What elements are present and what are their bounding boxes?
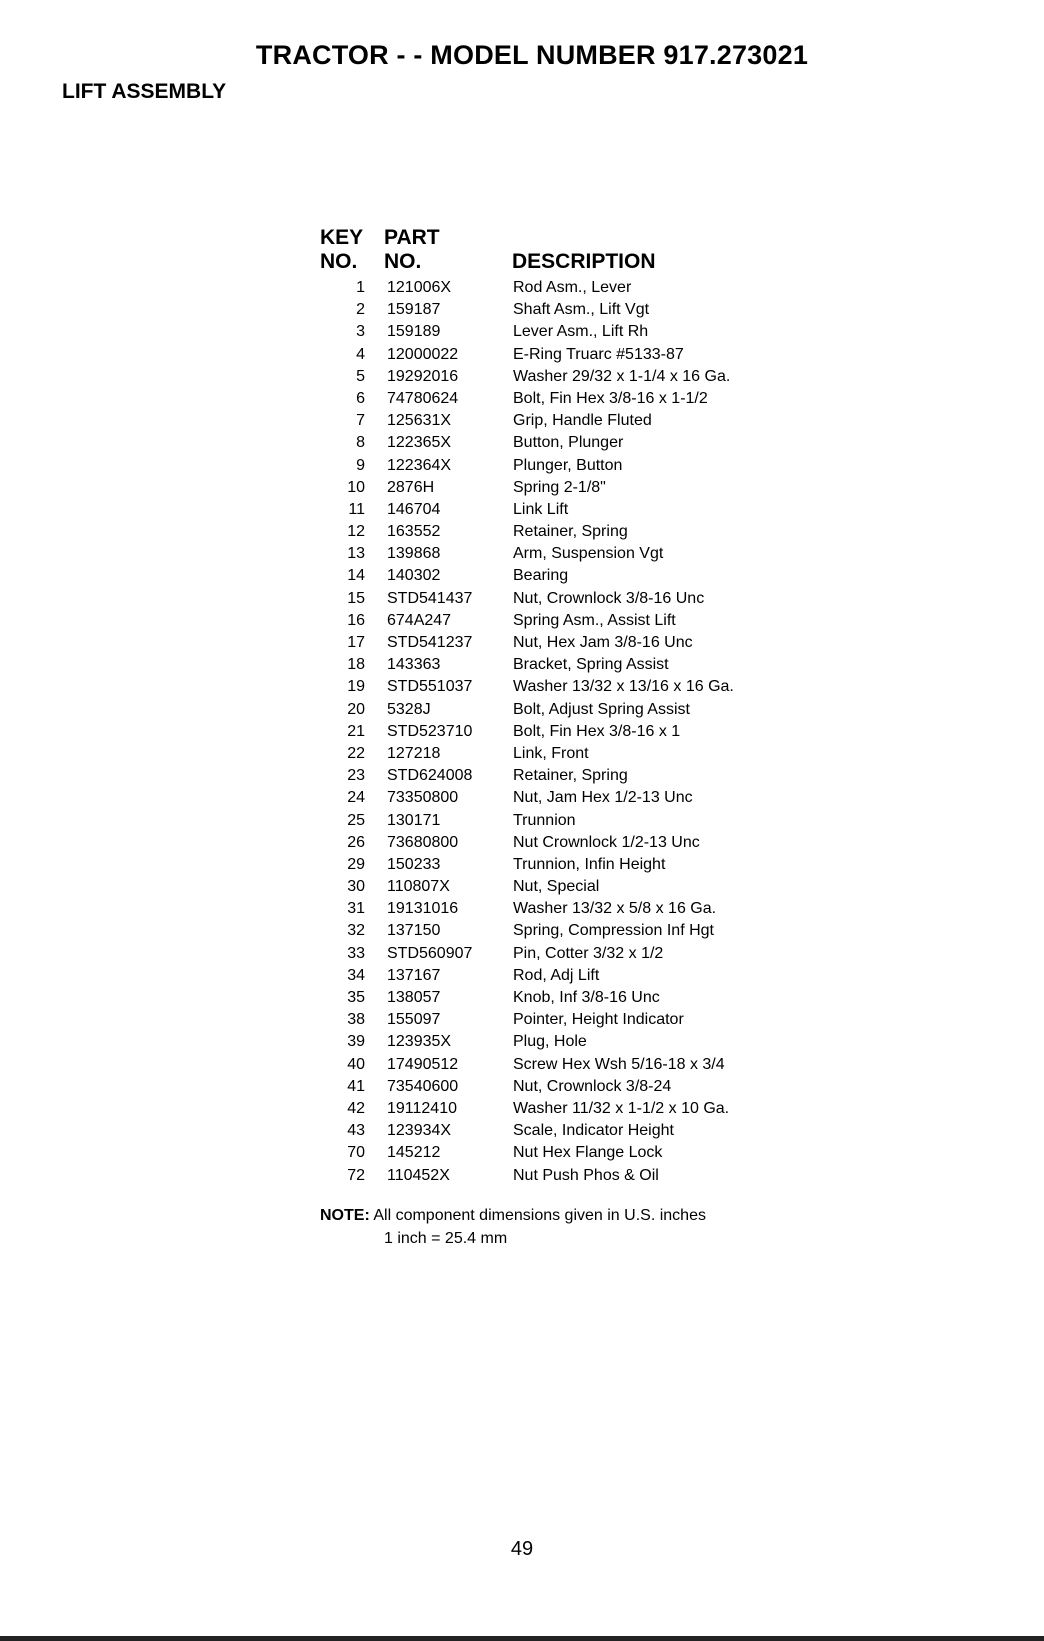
part-description: Spring, Compression Inf Hgt [513,922,714,940]
part-description: Link, Front [513,744,589,762]
note-text: All component dimensions given in U.S. inches [373,1207,706,1224]
part-number: 159187 [387,301,441,319]
key-number: 8 [356,434,365,452]
column-header-description: DESCRIPTION [512,250,656,273]
key-number: 9 [356,456,365,474]
key-number: 14 [347,567,365,585]
key-number: 1 [356,279,365,296]
part-number: 139868 [387,545,441,563]
key-number: 4 [356,345,365,363]
part-description: Arm, Suspension Vgt [513,545,664,563]
part-description: Bearing [513,567,569,585]
key-number: 40 [347,1055,365,1073]
part-description: Washer 13/32 x 5/8 x 16 Ga. [513,900,717,918]
key-number: 5 [356,367,365,385]
part-number: STD551037 [387,678,473,696]
part-number: 150233 [387,855,441,873]
part-description: Spring 2-1/8" [513,478,606,496]
key-number: 10 [347,478,365,496]
key-number: 38 [347,1011,365,1029]
part-number: 130171 [387,811,441,829]
column-header-key-line1: KEY [320,226,364,249]
key-number: 16 [347,611,365,629]
part-description: Washer 13/32 x 13/16 x 16 Ga. [513,678,734,696]
part-number: 122365X [387,434,452,452]
note [320,1207,706,1225]
part-description: Nut, Special [513,878,600,896]
part-number: 12000022 [387,345,459,363]
part-number: STD560907 [387,944,473,962]
key-number: 29 [347,855,365,873]
key-number: 13 [347,545,365,563]
part-number: 74780624 [387,389,459,407]
key-number: 42 [347,1099,365,1117]
column-header-part-line1: PART [384,226,440,249]
part-number: STD624008 [387,767,473,785]
part-number: 2876H [387,478,435,496]
part-description: Trunnion, Infin Height [513,855,666,873]
key-number: 7 [356,412,365,430]
part-number: 159189 [387,323,441,341]
part-number: 19131016 [387,900,459,918]
part-number: 674A247 [387,611,452,629]
key-number: 30 [347,878,365,896]
part-description: Knob, Inf 3/8-16 Unc [513,989,660,1006]
key-number: 35 [347,989,365,1006]
page-number: 49 [510,1538,534,1560]
part-description: Nut, Crownlock 3/8-16 Unc [513,589,705,607]
key-number: 26 [347,833,365,851]
key-number: 43 [347,1122,365,1140]
part-number: 140302 [387,567,441,585]
part-number: 121006X [387,279,452,296]
part-description: Lever Asm., Lift Rh [513,323,649,341]
note-conversion: 1 inch = 25.4 mm [384,1230,508,1247]
part-number: 19112410 [387,1099,457,1117]
part-description: Nut Crownlock 1/2-13 Unc [513,833,700,851]
part-number: 146704 [387,500,441,518]
part-description: Scale, Indicator Height [513,1122,674,1140]
note-label: NOTE: [320,1207,370,1224]
part-description: Pointer, Height Indicator [513,1011,684,1029]
part-description: Nut Push Phos & Oil [513,1166,659,1184]
part-number: 110807X [387,878,450,896]
key-number: 18 [347,656,365,674]
part-number: 73540600 [387,1077,459,1095]
key-number: 3 [356,323,365,341]
part-description: Nut Hex Flange Lock [513,1144,663,1162]
part-description: Bolt, Adjust Spring Assist [513,700,690,718]
part-number: 73680800 [387,833,459,851]
key-number: 6 [356,389,365,407]
part-number: 155097 [387,1011,441,1029]
key-number: 17 [347,634,365,651]
part-number: 125631X [387,412,452,430]
part-number: 19292016 [387,367,459,385]
part-description: Bolt, Fin Hex 3/8-16 x 1-1/2 [513,389,708,407]
key-number: 25 [347,811,365,829]
part-number: 137150 [387,922,441,940]
part-number: 17490512 [387,1055,459,1073]
key-number: 39 [347,1033,365,1051]
part-description: Nut, Jam Hex 1/2-13 Unc [513,789,693,807]
key-number: 31 [347,900,365,918]
part-description: Retainer, Spring [513,523,628,541]
key-number: 24 [347,789,365,807]
part-number: 138057 [387,989,441,1006]
part-description: Trunnion [513,811,576,829]
key-number: 72 [347,1166,365,1184]
key-number: 15 [347,589,365,607]
part-number: 145212 [387,1144,441,1162]
part-number: 122364X [387,456,452,474]
key-number: 19 [347,678,365,696]
key-number: 22 [347,744,365,762]
key-number: 33 [347,944,365,962]
part-description: Bolt, Fin Hex 3/8-16 x 1 [513,722,681,740]
part-description: Button, Plunger [513,434,624,452]
part-description: Retainer, Spring [513,767,628,785]
key-number: 12 [347,523,365,541]
page-title: TRACTOR - - MODEL NUMBER 917.273021 [255,40,809,70]
key-number: 20 [347,700,365,718]
part-description: Washer 11/32 x 1-1/2 x 10 Ga. [513,1099,730,1117]
part-description: Link Lift [513,500,569,518]
key-number: 21 [347,722,365,740]
part-number: 5328J [387,700,431,718]
column-header-part-line2: NO. [384,250,422,273]
part-description: Rod, Adj Lift [513,966,600,984]
part-description: E-Ring Truarc #5133-87 [513,345,684,363]
part-number: STD541237 [387,634,473,651]
part-number: 143363 [387,656,441,674]
part-number: STD541437 [387,589,473,607]
part-description: Grip, Handle Fluted [513,412,652,430]
key-number: 32 [347,922,365,940]
key-number: 70 [347,1144,365,1162]
part-description: Nut, Crownlock 3/8-24 [513,1077,672,1095]
key-number: 34 [347,966,365,984]
part-description: Nut, Hex Jam 3/8-16 Unc [513,634,693,651]
section-heading: LIFT ASSEMBLY [62,80,227,103]
part-number: STD523710 [387,722,473,740]
part-description: Plunger, Button [513,456,623,474]
part-number: 127218 [387,744,441,762]
part-number: 73350800 [387,789,459,807]
part-description: Pin, Cotter 3/32 x 1/2 [513,944,664,962]
bottom-border [0,1636,1044,1641]
key-number: 11 [348,500,365,518]
part-description: Spring Asm., Assist Lift [513,611,676,629]
part-number: 110452X [387,1166,450,1184]
part-description: Shaft Asm., Lift Vgt [513,301,650,319]
part-number: 137167 [387,966,441,984]
part-description: Rod Asm., Lever [513,279,632,296]
part-description: Plug, Hole [513,1033,587,1051]
part-description: Screw Hex Wsh 5/16-18 x 3/4 [513,1055,725,1073]
part-number: 163552 [387,523,441,541]
column-header-key-line2: NO. [320,250,358,273]
part-number: 123934X [387,1122,452,1140]
key-number: 23 [347,767,365,785]
part-number: 123935X [387,1033,452,1051]
key-number: 2 [356,301,365,319]
part-description: Bracket, Spring Assist [513,656,669,674]
key-number: 41 [347,1077,365,1095]
part-description: Washer 29/32 x 1-1/4 x 16 Ga. [513,367,731,385]
